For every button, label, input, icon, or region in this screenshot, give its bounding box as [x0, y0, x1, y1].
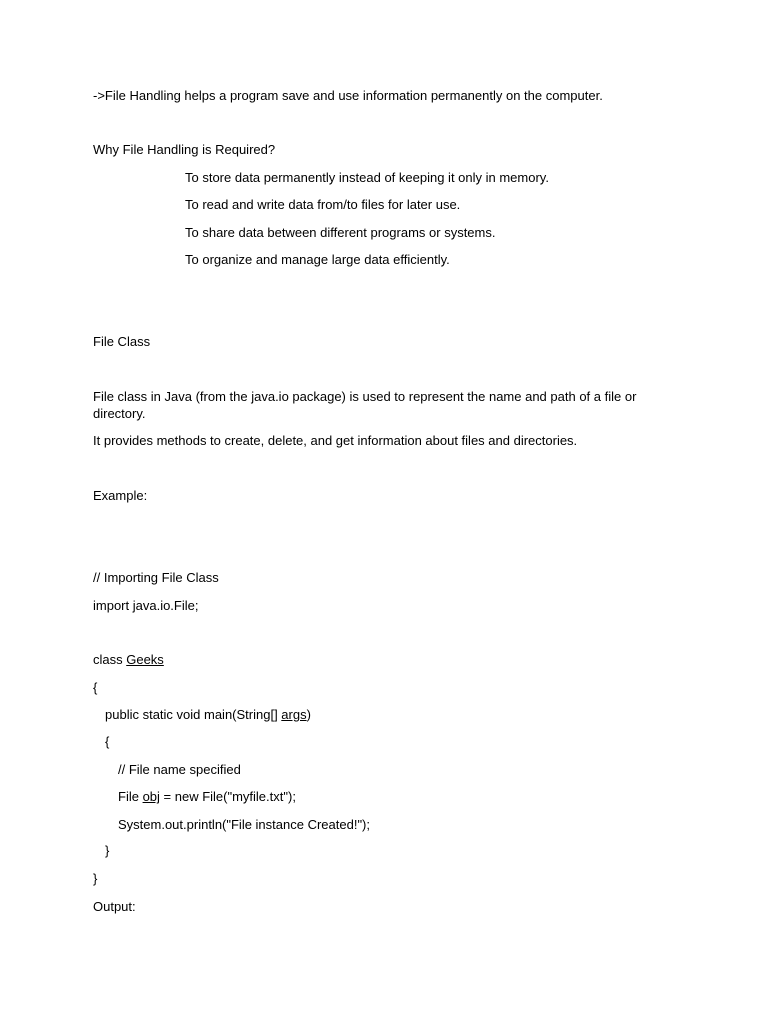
code-println: System.out.println("File instance Created!"); — [118, 817, 370, 832]
file-decl-prefix: File — [118, 789, 143, 804]
reason-item: To read and write data from/to files for later use. — [185, 197, 461, 212]
code-class-decl — [93, 652, 164, 668]
code-import: import java.io.File; — [93, 598, 199, 613]
file-decl-var: obj — [142, 789, 160, 804]
why-heading: Why File Handling is Required? — [93, 142, 276, 157]
code-comment-import: // Importing File Class — [93, 570, 219, 585]
reason-item: To share data between different programs or systems. — [185, 225, 496, 240]
file-class-description: File class in Java (from the java.io package) is used to represent the name and path of a file or directory. — [93, 389, 637, 421]
file-class-heading: File Class — [93, 334, 151, 349]
class-keyword: class — [93, 652, 127, 667]
intro-text: ->File Handling helps a program save and use information permanently on the computer. — [93, 88, 603, 103]
main-signature-prefix: public static void main(String[] — [105, 707, 282, 722]
code-main-close: } — [105, 843, 110, 858]
file-class-methods: It provides methods to create, delete, and get information about files and directories. — [93, 433, 578, 448]
code-comment-name: // File name specified — [118, 762, 241, 777]
code-file-decl — [118, 789, 296, 805]
main-args: args — [281, 707, 307, 722]
code-open-brace: { — [93, 680, 98, 695]
code-main-open: { — [105, 734, 110, 749]
output-label: Output: — [93, 899, 136, 914]
reason-item: To store data permanently instead of keeping it only in memory. — [185, 170, 549, 185]
file-decl-suffix: = new File("myfile.txt"); — [159, 789, 296, 804]
class-name: Geeks — [126, 652, 164, 667]
main-signature-suffix: ) — [306, 707, 311, 722]
code-close-brace: } — [93, 871, 98, 886]
code-main-signature — [105, 707, 311, 723]
example-label: Example: — [93, 488, 148, 503]
reason-item: To organize and manage large data efficiently. — [185, 252, 450, 267]
